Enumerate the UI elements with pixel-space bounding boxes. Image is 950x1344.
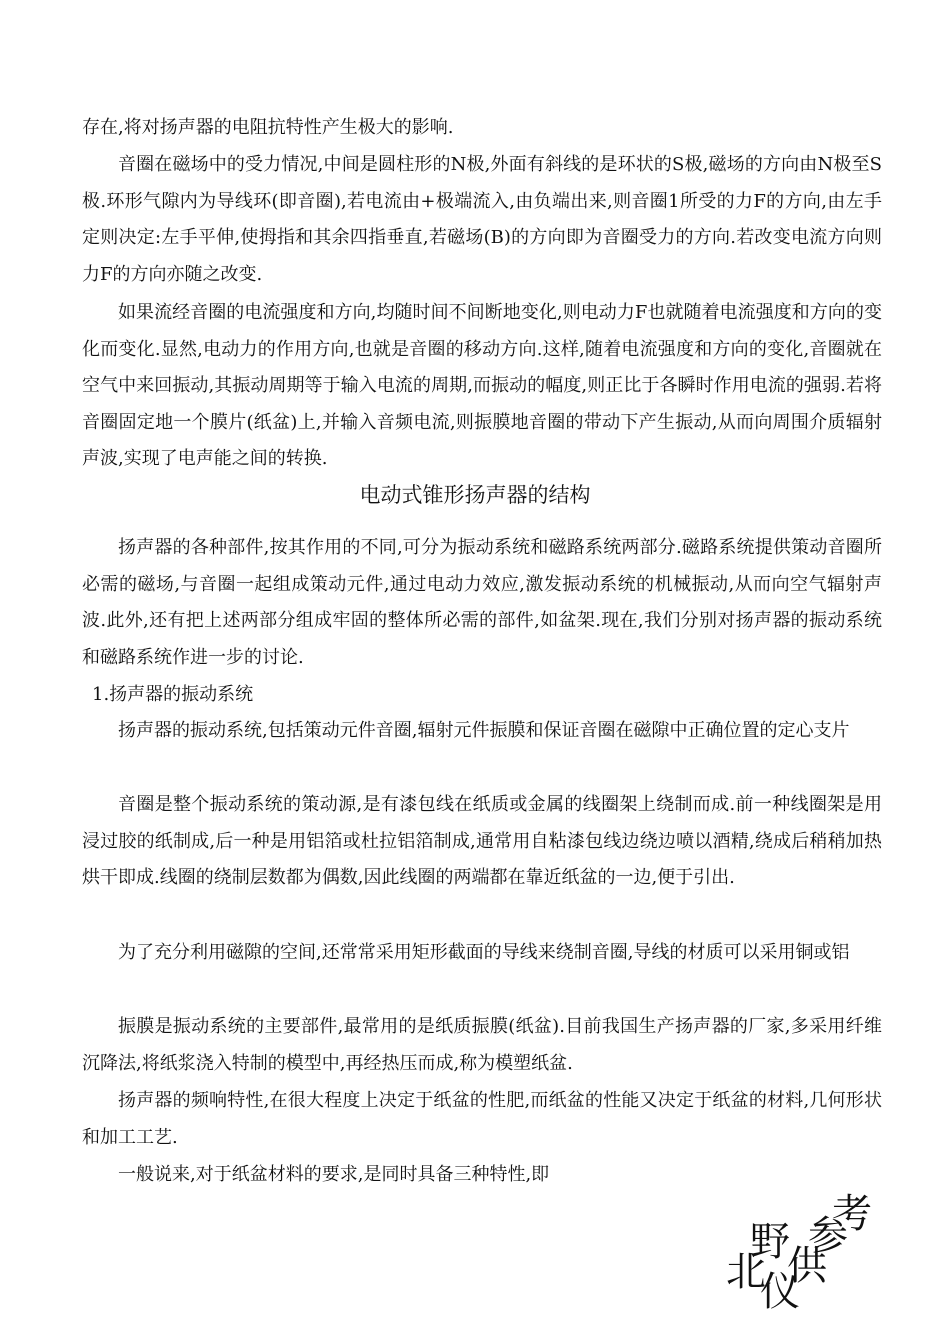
paragraph-voice-coil-force: 音圈在磁场中的受力情况,中间是圆柱形的N极,外面有斜线的是环状的S极,磁场的方向由N极至S极.环形气隙内为导线环(即音圈),若电流由+极端流入,由负端出来,则音圈1所受的力F的方向,由左手定则决定:左手平伸,使拇指和其余四指垂直,若磁场(B)的方向即为音圈受力的方向.若改变电流方向则力F的方向亦随之改变.	[82, 154, 882, 285]
watermark-char: 仪	[760, 1269, 800, 1315]
paragraph-speaker-parts: 扬声器的各种部件,按其作用的不同,可分为振动系统和磁路系统两部分.磁路系统提供策动音圈所必需的磁场,与音圈一起组成策动元件,通过电动力效应,激发振动系统的机械振动,从而向空气辐射声波.此外,还有把上述两部分组成牢固的整体所必需的部件,如盆架.现在,我们分别对扬声器的振动系统和磁路系统作进一步的讨论.	[82, 537, 882, 668]
paragraph-frequency-response: 扬声器的频响特性,在很大程度上决定于纸盆的性肥,而纸盆的性能又决定于纸盆的材料,几何形状和加工工艺.	[82, 1090, 882, 1148]
paragraph-rectangular-wire: 为了充分利用磁隙的空间,还常常采用矩形截面的导线来绕制音圈,导线的材质可以采用铜或铝	[118, 942, 850, 963]
paragraph-diaphragm: 振膜是振动系统的主要部件,最常用的是纸质振膜(纸盆).目前我国生产扬声器的厂家,多采用纤维沉降法,将纸浆浇入特制的模型中,再经热压而成,称为模塑纸盆.	[82, 1016, 882, 1074]
paragraph-electrodynamic-force: 如果流经音圈的电流强度和方向,均随时间不间断地变化,则电动力F也就随着电流强度和方向的变化而变化.显然,电动力的作用方向,也就是音圈的移动方向.这样,随着电流强度和方向的变化,音圈就在空气中来回振动,其振动周期等于输入电流的周期,而振动的幅度,则正比于各瞬时作用电流的强弱.若将音圈固定地一个膜片(纸盆)上,并输入音频电流,则振膜地音圈的带动下产生振动,从而向周围介质辐射声波,实现了电声能之间的转换.	[82, 302, 882, 470]
watermark-char: 北	[726, 1249, 766, 1295]
paragraph-vibration-system: 扬声器的振动系统,包括策动元件音圈,辐射元件振膜和保证音圈在磁隙中正确位置的定心支片	[118, 720, 850, 741]
watermark-char: 供	[787, 1243, 827, 1289]
watermark-char: 考	[832, 1191, 872, 1237]
watermark-char: 野	[750, 1219, 790, 1265]
watermark-char: 参	[808, 1213, 848, 1259]
paragraph-cone-material: 一般说来,对于纸盆材料的要求,是同时具备三种特性,即	[118, 1164, 550, 1185]
section-title: 电动式锥形扬声器的结构	[359, 483, 591, 507]
paragraph-voice-coil: 音圈是整个振动系统的策动源,是有漆包线在纸质或金属的线圈架上绕制而成.前一种线圈架是用浸过胶的纸制成,后一种是用铝箔或杜拉铝箔制成,通常用自粘漆包线边绕边喷以酒精,绕成后稍稍加热烘干即成.线圈的绕制层数都为偶数,因此线圈的两端都在靠近纸盆的一边,便于引出.	[82, 794, 882, 889]
list-item-vibration-system: 1.扬声器的振动系统	[92, 684, 254, 705]
paragraph-continuation: 存在,将对扬声器的电阻抗特性产生极大的影响.	[82, 117, 454, 138]
